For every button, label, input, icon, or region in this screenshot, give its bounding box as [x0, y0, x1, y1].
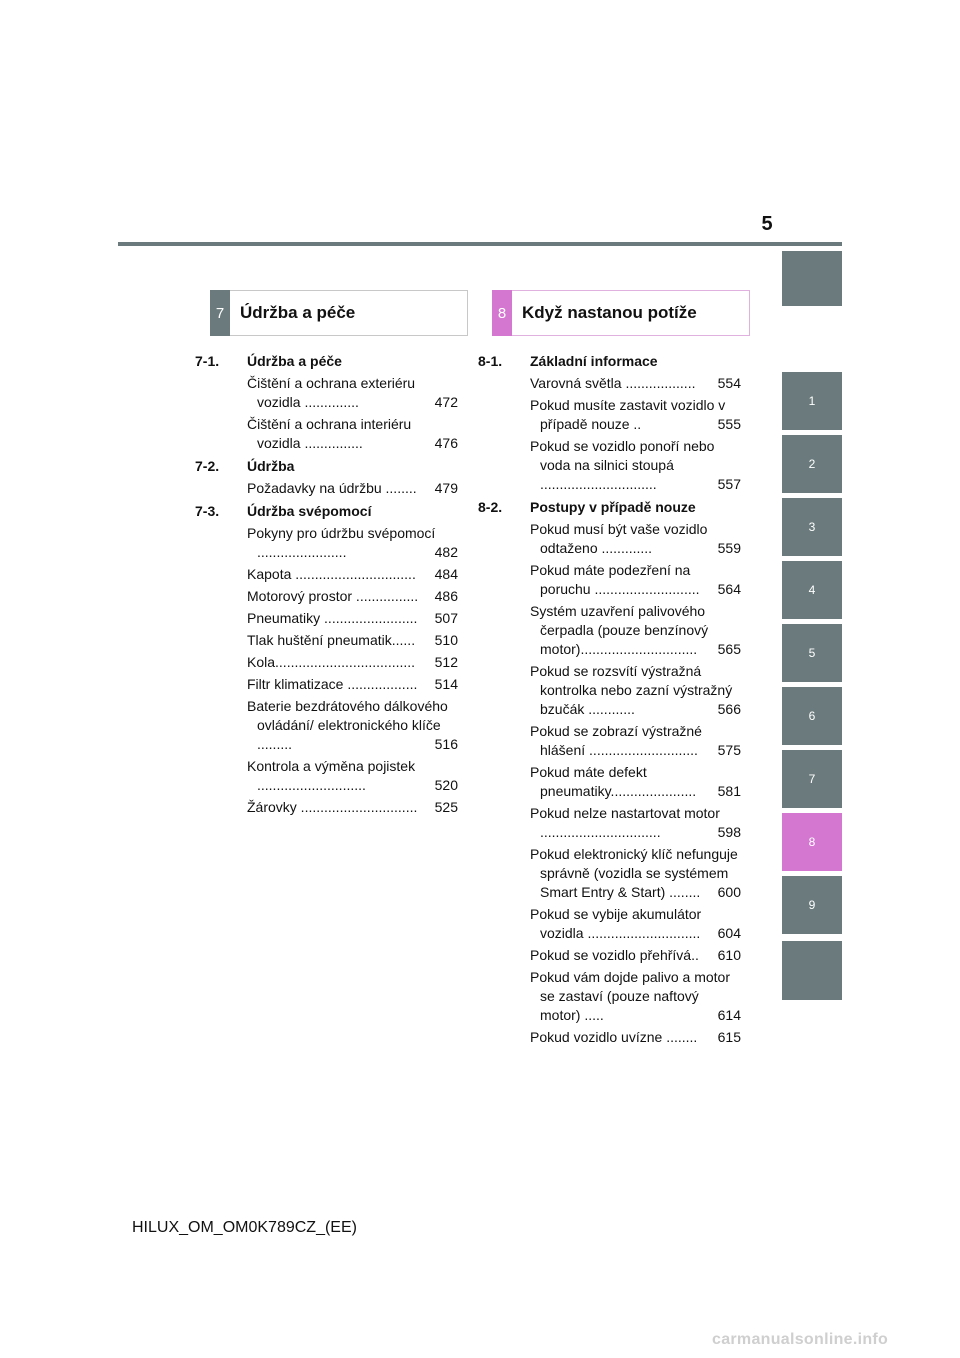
toc-entry-page: 479	[434, 480, 458, 496]
toc-entry-page: 482	[434, 544, 458, 560]
chapter-tab-8[interactable]: 8	[782, 813, 842, 871]
toc-entry-text: Kola....................................	[247, 654, 416, 670]
toc-entry[interactable]	[247, 798, 458, 817]
toc-entry-page: 610	[717, 947, 741, 963]
toc-entry-page: 554	[717, 375, 741, 391]
toc-entry-text: Varovná světla ..................	[530, 375, 696, 391]
toc-entry-text: Pokud se vybije akumulátor vozidla .............................	[530, 906, 702, 941]
toc-entry-text: Filtr klimatizace ..................	[247, 676, 418, 692]
toc-entry-text: Pokud elektronický klíč nefunguje správně (vozidla se systémem Smart Entry & Start) ........	[530, 846, 738, 900]
chapter-tab-blank[interactable]	[782, 251, 842, 306]
toc-entry-text: Kapota ...............................	[247, 566, 416, 582]
toc-entry-text: Motorový prostor ................	[247, 588, 419, 604]
toc-entry-page: 564	[717, 581, 741, 597]
chapter-tab-2[interactable]: 2	[782, 435, 842, 493]
toc-column-8	[478, 352, 741, 1051]
toc-column-7	[195, 352, 458, 821]
toc-entry-page: 525	[434, 799, 458, 815]
toc-entry[interactable]	[530, 437, 741, 494]
toc-entry[interactable]	[530, 1028, 741, 1047]
toc-entry-page: 484	[434, 566, 458, 582]
toc-chapter-heading[interactable]	[195, 352, 458, 371]
toc-entry-page: 520	[434, 777, 458, 793]
toc-entry[interactable]	[247, 524, 458, 562]
chapter-tab-blank[interactable]	[782, 941, 842, 1000]
chapter-number: 8-1.	[478, 353, 503, 369]
toc-entry-text: Pneumatiky ........................	[247, 610, 418, 626]
section-number: 7	[210, 290, 230, 336]
toc-entry-page: 507	[434, 610, 458, 626]
toc-entry-page: 472	[434, 394, 458, 410]
chapter-number: 7-2.	[195, 458, 220, 474]
toc-entry[interactable]	[530, 561, 741, 599]
toc-entry[interactable]	[247, 757, 458, 795]
chapter-title: Údržba a péče	[247, 353, 342, 369]
toc-entry-text: Pokud máte defekt pneumatiky......................	[530, 764, 697, 799]
toc-entry[interactable]	[530, 804, 741, 842]
toc-entry-page: 614	[717, 1007, 741, 1023]
top-rule	[118, 242, 842, 246]
toc-entry-text: Pokud vám dojde palivo a motor se zastaví (pouze naftový motor) .....	[530, 969, 730, 1023]
toc-entry[interactable]	[247, 631, 458, 650]
toc-entry-text: Čištění a ochrana interiéru vozidla ...............	[247, 416, 412, 451]
section-header-8	[492, 290, 750, 336]
toc-entry[interactable]	[530, 722, 741, 760]
toc-entry-text: Pokud se rozsvítí výstražná kontrolka nebo zazní výstražný bzučák ............	[530, 663, 733, 717]
toc-chapter-group	[195, 457, 458, 498]
toc-entry[interactable]	[247, 415, 458, 453]
toc-entry-text: Pokud nelze nastartovat motor ...............................	[530, 805, 720, 840]
page-number: 5	[761, 213, 773, 235]
watermark: carmanualsonline.info	[712, 1331, 889, 1348]
toc-entry-page: 476	[434, 435, 458, 451]
chapter-tab-1[interactable]: 1	[782, 372, 842, 430]
toc-entry[interactable]	[530, 763, 741, 801]
chapter-title: Údržba svépomocí	[247, 503, 372, 519]
toc-entry[interactable]	[247, 374, 458, 412]
toc-entry-page: 615	[717, 1029, 741, 1045]
toc-entry[interactable]	[247, 653, 458, 672]
chapter-tab-9[interactable]: 9	[782, 876, 842, 934]
toc-chapter-heading[interactable]	[195, 457, 458, 476]
toc-entry[interactable]	[530, 946, 741, 965]
toc-entry-page: 566	[717, 701, 741, 717]
toc-entry-text: Systém uzavření palivového čerpadla (pouze benzínový motor)..............................	[530, 603, 709, 657]
toc-entry[interactable]	[247, 675, 458, 694]
toc-entry-text: Pokud vozidlo uvízne ........	[530, 1029, 698, 1045]
toc-entry[interactable]	[530, 968, 741, 1025]
toc-entry-text: Kontrola a výměna pojistek ............................	[247, 758, 416, 793]
toc-entry-page: 604	[717, 925, 741, 941]
toc-entry-text: Pokyny pro údržbu svépomocí .......................	[247, 525, 436, 560]
chapter-tab-5[interactable]: 5	[782, 624, 842, 682]
section-header-7	[210, 290, 468, 336]
toc-entry-text: Pokud máte podezření na poruchu ...........................	[530, 562, 700, 597]
toc-chapter-group	[478, 498, 741, 1047]
toc-entry-page: 559	[717, 540, 741, 556]
section-title: Když nastanou potíže	[522, 303, 697, 322]
toc-chapter-group	[195, 502, 458, 817]
toc-entry-page: 510	[434, 632, 458, 648]
toc-entry-page: 581	[717, 783, 741, 799]
toc-entry-text: Čištění a ochrana exteriéru vozidla ..............	[247, 375, 416, 410]
toc-entry-text: Pokud se vozidlo ponoří nebo voda na silnici stoupá ..............................	[530, 438, 715, 492]
toc-entry-page: 565	[717, 641, 741, 657]
chapter-title: Základní informace	[530, 353, 658, 369]
toc-entry[interactable]	[530, 845, 741, 902]
document-code: HILUX_OM_OM0K789CZ_(EE)	[132, 1219, 357, 1236]
toc-entry[interactable]	[247, 479, 458, 498]
toc-entry[interactable]	[247, 697, 458, 754]
chapter-title: Postupy v případě nouze	[530, 499, 696, 515]
chapter-number: 7-1.	[195, 353, 220, 369]
toc-chapter-heading[interactable]	[478, 352, 741, 371]
toc-entry-page: 486	[434, 588, 458, 604]
toc-entry[interactable]	[247, 609, 458, 628]
toc-entry[interactable]	[530, 905, 741, 943]
toc-entry-text: Pokud se zobrazí výstražné hlášení ............................	[530, 723, 702, 758]
chapter-tab-3[interactable]: 3	[782, 498, 842, 556]
toc-chapter-heading[interactable]	[478, 498, 741, 517]
toc-entry-text: Pokud se vozidlo přehřívá..	[530, 947, 699, 963]
toc-entry[interactable]	[530, 520, 741, 558]
chapter-number: 8-2.	[478, 499, 503, 515]
chapter-tab-4[interactable]: 4	[782, 561, 842, 619]
toc-entry-text: Baterie bezdrátového dálkového ovládání/ elektronického klíče .........	[247, 698, 448, 752]
toc-chapter-group	[478, 352, 741, 494]
chapter-title: Údržba	[247, 458, 295, 474]
toc-entry[interactable]	[530, 602, 741, 659]
section-number: 8	[492, 290, 512, 336]
toc-entry-text: Žárovky ..............................	[247, 799, 418, 815]
chapter-tab-7[interactable]: 7	[782, 750, 842, 808]
chapter-number: 7-3.	[195, 503, 220, 519]
toc-chapter-group	[195, 352, 458, 453]
toc-entry-page: 516	[434, 736, 458, 752]
toc-chapter-heading[interactable]	[195, 502, 458, 521]
section-title: Údržba a péče	[240, 303, 356, 322]
toc-entry-page: 598	[717, 824, 741, 840]
toc-entry-text: Pokud musí být vaše vozidlo odtaženo .............	[530, 521, 708, 556]
toc-entry-page: 555	[717, 416, 741, 432]
toc-entry-page: 575	[717, 742, 741, 758]
toc-entry-page: 600	[717, 884, 741, 900]
toc-entry[interactable]	[530, 396, 741, 434]
toc-entry[interactable]	[247, 565, 458, 584]
toc-entry-page: 514	[434, 676, 458, 692]
toc-entry[interactable]	[530, 662, 741, 719]
toc-entry-page: 512	[434, 654, 458, 670]
toc-entry-text: Pokud musíte zastavit vozidlo v případě nouze ..	[530, 397, 726, 432]
toc-entry[interactable]	[530, 374, 741, 393]
toc-entry[interactable]	[247, 587, 458, 606]
toc-entry-page: 557	[717, 476, 741, 492]
toc-entry-text: Požadavky na údržbu ........	[247, 480, 417, 496]
toc-entry-text: Tlak huštění pneumatik......	[247, 632, 416, 648]
chapter-tab-6[interactable]: 6	[782, 687, 842, 745]
